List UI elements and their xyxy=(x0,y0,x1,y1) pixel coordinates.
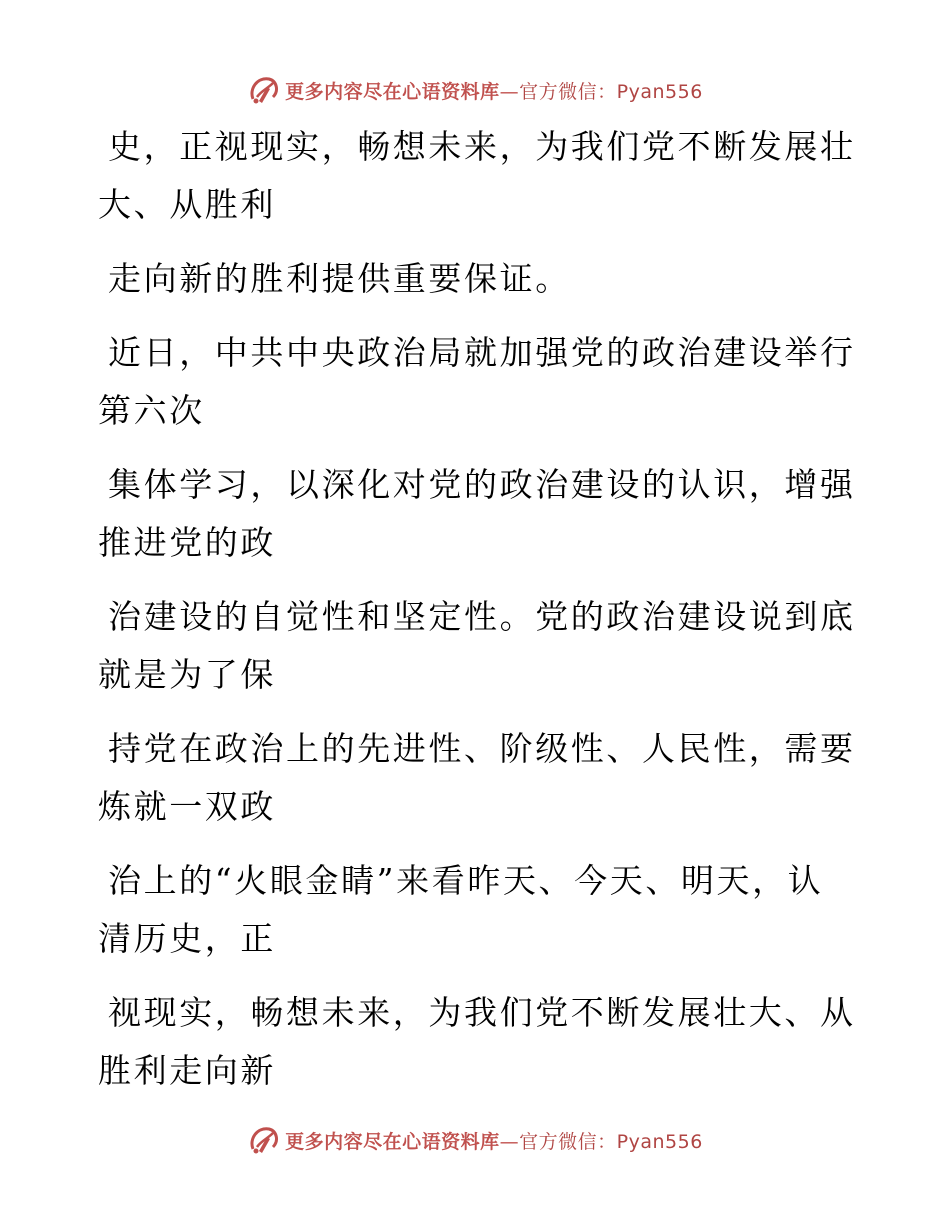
brand-text: 更多内容尽在心语资料库 xyxy=(285,80,500,103)
paragraph-line: 近日，中共中央政治局就加强党的政治建设举行 xyxy=(108,333,856,372)
paragraph-line: 治建设的自觉性和坚定性。党的政治建设说到底 xyxy=(108,597,856,636)
separator: — xyxy=(499,1130,520,1153)
paragraph-line-wrap: 清历史，正 xyxy=(98,919,276,958)
paragraph-line: 走向新的胜利提供重要保证。 xyxy=(108,259,571,298)
header-banner-text xyxy=(285,77,703,104)
paragraph xyxy=(98,588,858,704)
footer-banner xyxy=(0,1120,950,1160)
paragraph-line: 集体学习，以深化对党的政治建设的认识，增强 xyxy=(108,465,856,504)
paragraph-line: 视现实，畅想未来，为我们党不断发展壮大、从 xyxy=(108,993,856,1032)
paragraph-line-wrap: 炼就一双政 xyxy=(98,787,276,826)
paragraph-line-wrap: 就是为了保 xyxy=(98,655,276,694)
paragraph xyxy=(98,720,858,836)
footer-banner-text xyxy=(285,1127,703,1154)
paragraph xyxy=(98,456,858,572)
pen-swirl-logo-icon xyxy=(247,73,281,107)
document-body xyxy=(98,118,858,1100)
paragraph xyxy=(98,324,858,440)
paragraph-line: 持党在政治上的先进性、阶级性、人民性，需要 xyxy=(108,729,856,768)
paragraph-line: 史，正视现实，畅想未来，为我们党不断发展壮 xyxy=(108,127,856,166)
paragraph xyxy=(98,984,858,1100)
paragraph-line-wrap: 第六次 xyxy=(98,391,205,430)
brand-text: 更多内容尽在心语资料库 xyxy=(285,1130,500,1153)
paragraph-line-wrap: 推进党的政 xyxy=(98,523,276,562)
paragraph-line-wrap: 大、从胜利 xyxy=(98,185,276,224)
paragraph-line: 治上的“火眼金睛”来看昨天、今天、明天，认 xyxy=(108,861,824,900)
contact-text: 官方微信：Pyan556 xyxy=(519,80,703,103)
paragraph xyxy=(98,118,858,234)
paragraph xyxy=(98,852,858,968)
header-banner xyxy=(0,70,950,110)
contact-text: 官方微信：Pyan556 xyxy=(519,1130,703,1153)
pen-swirl-logo-icon xyxy=(247,1123,281,1157)
paragraph xyxy=(98,250,858,308)
paragraph-line-wrap: 胜利走向新 xyxy=(98,1051,276,1090)
separator: — xyxy=(499,80,520,103)
